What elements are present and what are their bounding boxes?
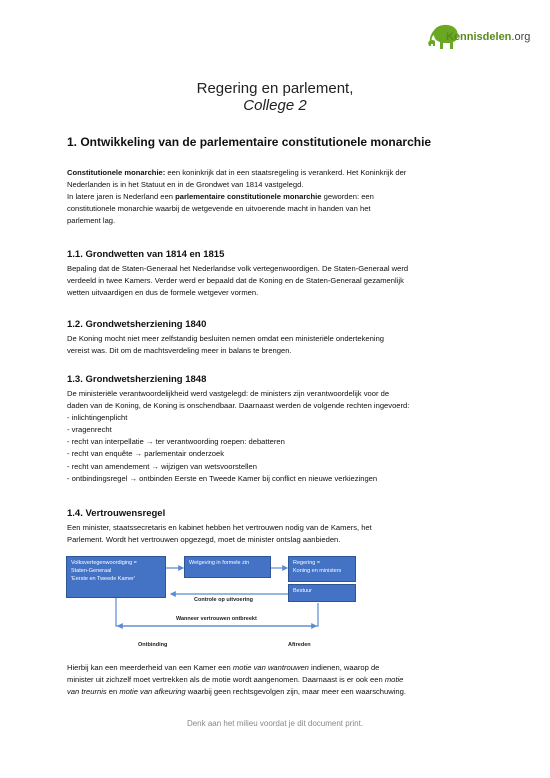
list-item: - vragenrecht bbox=[67, 425, 112, 435]
box-bestuur: Bestuur bbox=[288, 584, 356, 602]
box-volksvertegenwoordiging: Volksvertegenwoordiging = Staten-Generaal 'Eerste en Tweede Kamer' bbox=[66, 556, 166, 598]
label-aftreden: Aftreden bbox=[288, 642, 311, 648]
section-1-1-heading: 1.1. Grondwetten van 1814 en 1815 bbox=[67, 249, 225, 260]
box-regering: Regering = Koning en ministers bbox=[288, 556, 356, 582]
trust-rule-diagram bbox=[66, 556, 356, 656]
section-1-3-paragraph: De ministeriële verantwoordelijkheid werd vastgelegd: de ministers zijn verantwoordelijk voor de daden van de Koning, de Koning is onschendbaar. Daarnaast werden de volgende rechten ingevoerd: - inlichtingenplicht - vragenrecht - recht van interpellatie → ter verantwoording roepen: debatteren - recht van enquête → parlementair onderzoek - recht van amendement → wijzigen van wetsvoorstellen - ontbindingsregel → ontbinden Eerste en Tweede Kamer bij conflict en nieuwe verkiezingen bbox=[67, 388, 497, 485]
box-wetgeving: Wetgeving in formele zin bbox=[184, 556, 271, 578]
section-1-4-heading: 1.4. Vertrouwensregel bbox=[67, 508, 166, 519]
label-controle: Controle op uitvoering bbox=[194, 597, 253, 603]
section-1-paragraph: Constitutionele monarchie: een koninkrijk dat in een staatsregeling is verankerd. Het Koninkrijk der Nederlanden is in het Statuut en in de Grondwet van 1814 vastgelegd. In latere jaren is Nederland een parlementaire constitutionele monarchie geworden: een constitutionele monarchie waarbij de wetgevende en uitvoerende macht in handen van het parlement lag. bbox=[67, 168, 407, 226]
list-item: - recht van interpellatie → ter verantwoording roepen: debatteren bbox=[67, 437, 285, 447]
logo-text: Kennisdelen.org bbox=[446, 31, 531, 43]
section-1-4-paragraph: Een minister, staatssecretaris en kabinet hebben het vertrouwen nodig van de Kamers, het Parlement. Wordt het vertrouwen opgezegd, moet de minister ontslag aanbieden. bbox=[67, 523, 372, 545]
list-item: - recht van enquête → parlementair onderzoek bbox=[67, 449, 225, 459]
label-ontbinding: Ontbinding bbox=[138, 642, 168, 648]
label-wanneer: Wanneer vertrouwen ontbreekt bbox=[176, 616, 257, 622]
list-item: - ontbindingsregel → ontbinden Eerste en Tweede Kamer bij conflict en nieuwe verkiezingen bbox=[67, 473, 378, 483]
section-1-1-paragraph: Bepaling dat de Staten-Generaal het Nederlandse volk vertegenwoordigen. De Staten-Generaal werd verdeeld in twee Kamers. Verder werd er bepaald dat de Koning en de Staten-Generaal gezamenlijk wetten uitvaardigen en dus de formele wetgever vormen. bbox=[67, 264, 409, 298]
section-1-2-heading: 1.2. Grondwetsherziening 1840 bbox=[67, 319, 207, 330]
document-title: Regering en parlement, bbox=[196, 80, 354, 97]
section-1-heading: 1. Ontwikkeling van de parlementaire constitutionele monarchie bbox=[67, 135, 432, 149]
kennisdelen-logo bbox=[426, 22, 536, 52]
list-item: - inlichtingenplicht bbox=[67, 413, 128, 423]
section-1-3-heading: 1.3. Grondwetsherziening 1848 bbox=[67, 374, 207, 385]
footer-note: Denk aan het milieu voordat je dit document print. bbox=[186, 719, 364, 728]
document-subtitle: College 2 bbox=[243, 97, 307, 114]
section-1-2-paragraph: De Koning mocht niet meer zelfstandig besluiten nemen omdat een ministeriële ondertekening vereist was. Dit om de machtsverdeling meer in balans te brengen. bbox=[67, 334, 385, 356]
closing-paragraph: Hierbij kan een meerderheid van een Kamer een motie van wantrouwen indienen, waarop de minister uit zichzelf moet vertrekken als de motie wordt aangenomen. Daarnaast is er ook een motie van treurnis en motie van afkeuring waarbij geen rechtsgevolgen zijn, maar meer een waarschuwing. bbox=[67, 663, 406, 697]
list-item: - recht van amendement → wijzigen van wetsvoorstellen bbox=[67, 461, 257, 471]
